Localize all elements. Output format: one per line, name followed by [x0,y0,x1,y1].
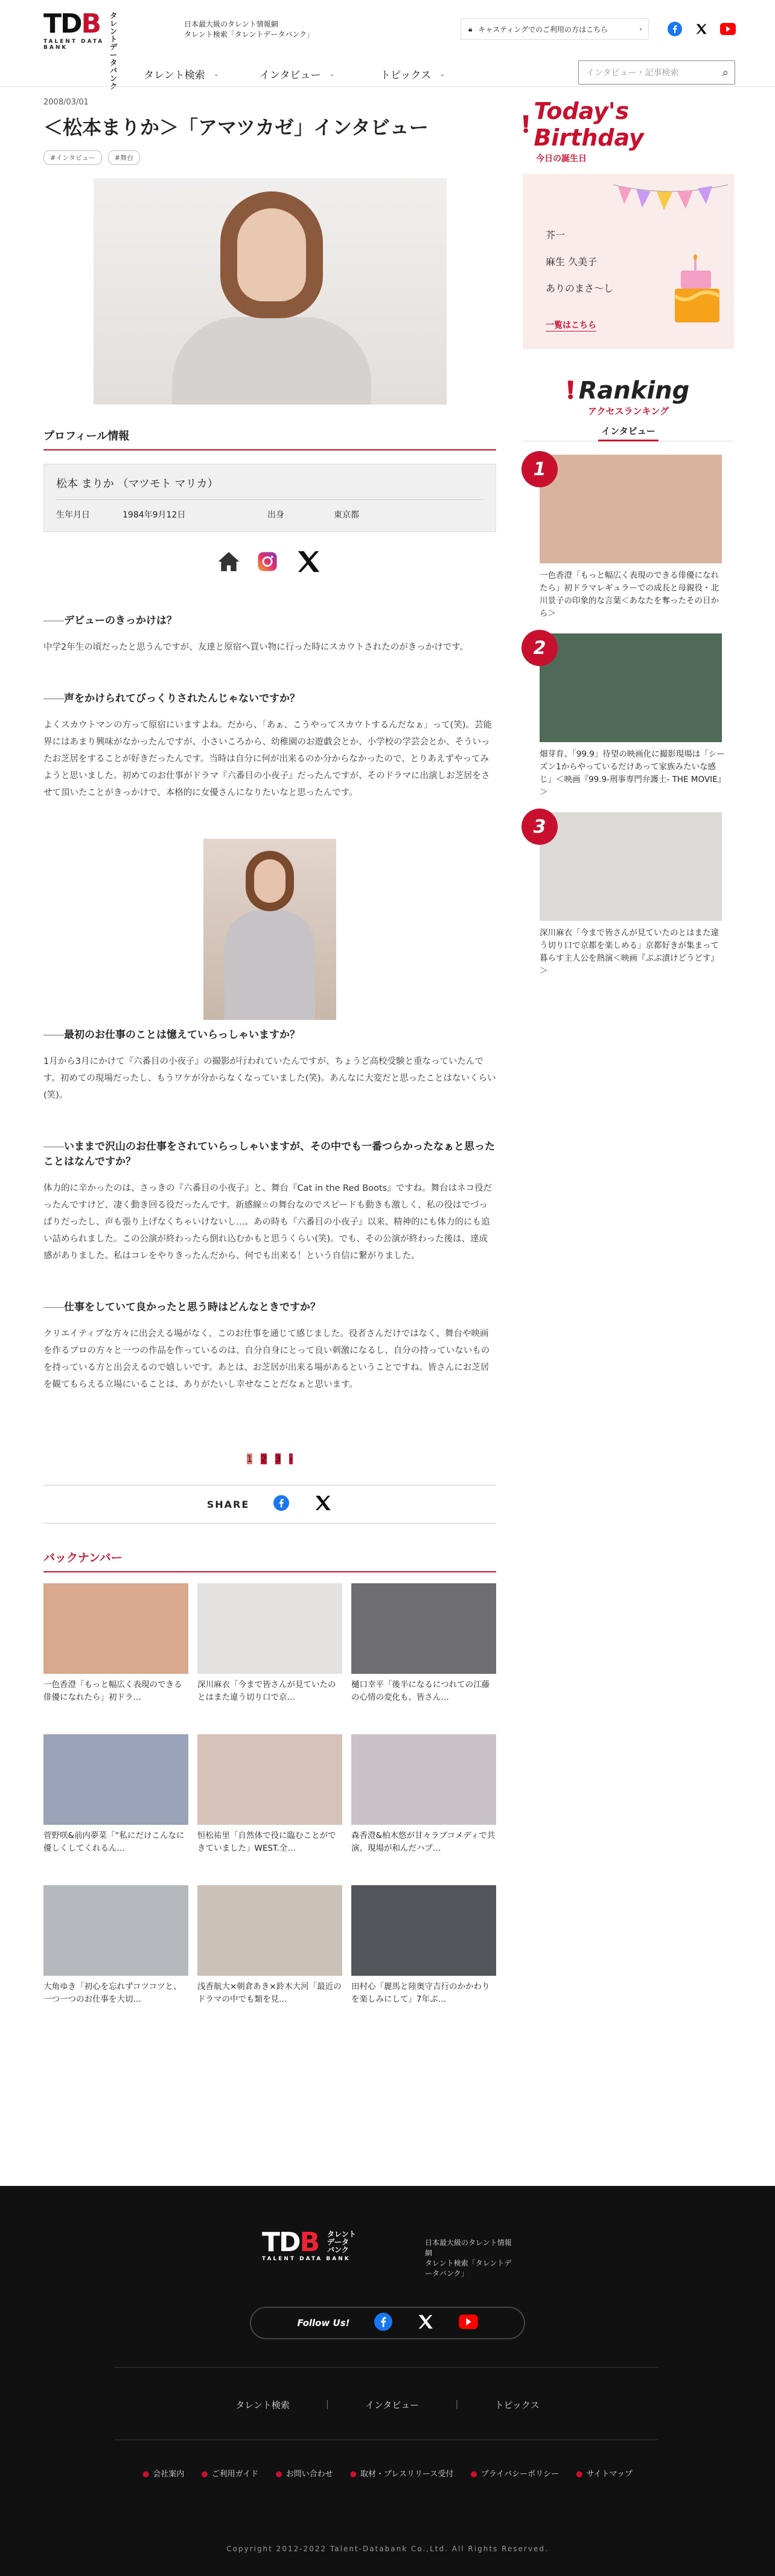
chevron-down-icon: ⌄ [329,70,335,78]
logo-en: TALENT DATA BANK [43,39,104,51]
footer-link-label: ご利用ガイド [211,2470,259,2479]
origin-value: 東京都 [334,510,359,520]
logo-kana: タレント データ バンク [110,11,118,91]
footer-link[interactable] [275,2467,333,2479]
ranking-title: ❗︎ Ranking [567,377,690,405]
logo-en: TALENT DATA BANK [262,2256,351,2262]
backnumber-caption: 田村心「麗馬と陸奥守吉行のかかわりを楽しみにして」7年ぶ… [351,1982,490,2004]
backnumber-caption: 恒松祐里「自然体で役に臨むことができていました」WEST.全… [197,1831,336,1853]
backnumber-thumbnail [197,1583,342,1674]
backnumber-item[interactable] [351,1885,496,2036]
question: ――いままで沢山のお仕事をされていらっしゃいますが、その中でも一番つらかったなぁと思ったことはなんですか？ [43,1141,495,1168]
separator: | [455,2398,459,2409]
footer-link[interactable] [350,2467,454,2479]
next-page-button[interactable]: › [289,1453,293,1464]
bullet-icon: ● [201,2470,208,2479]
profile-links [43,548,496,578]
backnumber-heading: バックナンバー [43,1549,496,1572]
page-title: ＜松本まりか＞「アマツカゼ」インタビュー [43,116,429,139]
x-icon[interactable] [295,548,322,578]
search-icon[interactable]: ⌕ [722,66,729,79]
backnumber-item[interactable] [43,1583,188,1734]
backnumber-item[interactable] [43,1734,188,1885]
birthday-name[interactable]: 芥一 [546,229,566,241]
footer-links [0,2467,775,2479]
chevron-right-icon: › [639,25,642,33]
bullet-icon: ● [142,2470,150,2479]
backnumber-thumbnail [197,1734,342,1825]
footer-nav-interview[interactable]: インタビュー [365,2400,419,2411]
footer-link[interactable] [142,2467,184,2479]
divider [115,2367,658,2368]
birth-value: 1984年9月12日 [123,510,186,520]
answer: クリエイティブな方々に出会える場がなく、このお仕事を通じて感じました。役者さんだけではなく、舞台や映画を作るプロの方々と一つの作品を作っているのは、自分自身にとって良い刺激になるし、自分の持っていないものを持っている方と出会えるので嬉しいです。あとは、お芝居が出来る場があるということですね。皆さんにお芝居を観てもらえる立場にいることは、ありがたいし幸せなことだなぁと思います。 [43,1329,490,1389]
backnumber-caption: 大角ゆき「初心を忘れずコツコツと、一つ一つのお仕事を大切… [43,1982,182,2004]
ranking-thumbnail [540,812,722,921]
bullet-icon: ● [275,2470,282,2479]
rank-badge: 1 [521,451,558,487]
nav-interview[interactable]: インタビュー ⌄ [260,69,335,82]
photo-figure [172,317,371,405]
footer-logo[interactable] [262,2227,515,2278]
article-date: 2008/03/01 [43,98,89,107]
backnumber-item[interactable] [197,1885,342,2036]
backnumber-thumbnail [351,1885,496,1976]
ranking-item[interactable] [523,633,734,799]
article [43,98,496,2036]
ranking-item[interactable] [523,812,734,978]
footer-link-label: 会社案内 [153,2470,185,2479]
tag-list [43,150,496,165]
backnumber-caption: 樋口幸平「後半になるにつれての江藤の心情の変化も、皆さん… [351,1680,490,1702]
backnumber-item[interactable] [197,1583,342,1734]
search-input[interactable]: インタビュー・記事検索 ⌕ [578,60,735,85]
ranking-caption: 深川麻衣「今まで皆さんが見ていたのとはまた違う切り口で京都を楽しめる」京都好きが集まって暮らす主人公を熱演＜映画『ぶぶ漬けどうどす』＞ [540,928,719,976]
ranking-item[interactable] [523,455,734,620]
separator: | [325,2398,329,2409]
answer: 中学2年生の頃だったと思うんですが、友達と原宿へ買い物に行った時にスカウトされたのがきっかけです。 [43,642,469,652]
photo-face [246,851,294,911]
question: ――声をかけられてびっくりされたんじゃないですか？ [43,693,300,705]
backnumber-item[interactable] [43,1885,188,2036]
birthday-name[interactable]: 麻生 久美子 [546,256,598,268]
share-bar [43,1485,496,1523]
backnumber-caption: 一色香澄「もっと幅広く表現のできる俳優になれたら」初ドラ… [43,1680,182,1702]
x-share-icon[interactable] [313,1493,333,1515]
backnumber-item[interactable] [197,1734,342,1885]
footer-link[interactable] [201,2467,258,2479]
backnumber-caption: 浅香航大×朝倉あき×鈴木大河「最近のドラマの中でも類を見… [197,1982,342,2004]
backnumber-caption: 深川麻衣「今まで皆さんが見ていたのとはまた違う切り口で京… [197,1680,336,1702]
instagram-icon[interactable] [257,551,278,574]
photo-figure [225,910,315,1020]
tagline: 日本最大級のタレント情報網 タレント検索「タレントデータバンク」 [184,20,314,39]
footer-link[interactable] [576,2467,633,2479]
site-logo[interactable] [43,8,122,91]
birthday-card [523,174,734,349]
x-icon[interactable] [416,2313,435,2333]
backnumber-thumbnail [43,1885,188,1976]
tag-chip[interactable]: #舞台 [108,150,140,165]
chevron-down-icon: ⌄ [213,70,219,78]
facebook-icon[interactable] [374,2313,392,2333]
share-label: SHARE [206,1498,250,1510]
profile-name: 松本 まりか （マツモト マリカ） [56,470,483,500]
bullet-icon: ● [470,2470,477,2479]
backnumber-thumbnail [43,1734,188,1825]
backnumber-thumbnail [197,1885,342,1976]
backnumber-item[interactable] [351,1583,496,1734]
page-1-button[interactable]: 1 [246,1453,253,1464]
bullet-icon: ● [349,2470,357,2479]
facebook-share-icon[interactable] [273,1495,289,1513]
tag-chip[interactable]: #インタビュー [43,150,102,165]
ranking-thumbnail [540,455,722,563]
backnumber-caption: 菅野咲&前内夢菜「“私にだけこんなに優しくしてくれるん… [43,1831,185,1853]
bullet-icon: ● [576,2470,583,2479]
profile-row [56,500,483,525]
home-icon[interactable] [217,551,240,575]
footer-nav [0,2398,775,2411]
ranking-caption: 一色香澄「もっと幅広く表現のできる俳優になれたら」初ドラマレギュラーでの成長と母親役・北川景子の印象的な言葉＜あなたを奪ったその日から＞ [540,571,719,618]
backnumber-grid [43,1583,496,2036]
nav-topics[interactable]: トピックス ⌄ [380,69,445,82]
birthday-list [546,222,613,302]
youtube-icon[interactable] [717,18,739,40]
footer-link-label: お問い合わせ [285,2470,333,2479]
backnumber-thumbnail [351,1583,496,1674]
answer: 体力的に辛かったのは、さっきの『六番目の小夜子』と、舞台『Cat in the Red Boots』ですね。舞台はネコ役だったんですけど、凄く動き回る役だったんです。新感線☆の舞台なのでスピードも動きも激しく、私の役はでづっぱりだったし、声も張り上げなくちゃいけないし…。あの時も『六番目の小夜子』以来、精神的にも体力的にも追い詰められました。この公演が終わったら倒れ込むかもと思うくらい(笑)。でも、その公演が終わった後は、達成感がありました。私はコレをやりきったんだから、何でも出来る！という自信に繋がりました。 [43,1184,493,1261]
youtube-icon[interactable] [459,2315,478,2331]
ranking-list [523,455,734,978]
backnumber-caption: 森香澄&柏木悠が甘々ラブコメディで共演、現場が和んだハプ… [351,1831,496,1853]
follow-label: Follow Us! [297,2318,350,2328]
answer: よくスカウトマンの方って原宿にいますよね。だから、「あぁ、こうやってスカウトするんだなぁ」って(笑)。芸能界にはあまり興味がなかったんですが、小さいころから、幼稚園のお遊戯会とか、小学校の学芸会とか、そういったお芝居をすることが好きだったんです。当時は自分に何が出来るのか分からなかったので、とりあえずやってみようと思いました。初めてのお仕事がドラマ『六番目の小夜子』だったんですが、そのドラマに出演しお芝居をさせて頂いたことがきっかけで、本格的に女優さんになりたいなと思ったんです。 [43,720,492,798]
rank-badge: 3 [521,809,558,845]
cake-icon [672,252,722,325]
facebook-icon[interactable] [664,18,686,40]
logo-mark: TDB [43,8,101,39]
page-2-button[interactable]: 2 [261,1453,267,1464]
inline-photo [203,839,336,1020]
backnumber-item[interactable] [351,1734,496,1885]
bunting-decoration [613,180,728,216]
tab-interview[interactable]: インタビュー [523,425,734,441]
backnumber-thumbnail [351,1734,496,1825]
profile-box [43,464,496,532]
sidebar [523,98,734,978]
question: ――仕事をしていて良かったと思う時はどんなときですか？ [43,1301,321,1313]
footer-tagline: 日本最大級のタレント情報網 タレント検索「タレントデータバンク」 [425,2238,512,2278]
copyright: Copyright 2012-2022 Talent-Databank Co.,Ltd. All Rights Reserved. [226,2545,549,2553]
site-footer [0,2186,775,2576]
follow-bar [250,2307,525,2339]
birthday-more-link[interactable]: 一覧はこちら [546,319,596,332]
x-icon[interactable] [690,18,712,40]
ranking-subtitle: アクセスランキング [587,406,669,417]
casting-notice-link[interactable]: 🔒︎ キャスティングでのご利用の方はこちら › [461,18,649,40]
footer-nav-topics[interactable]: トピックス [494,2400,540,2411]
footer-link[interactable] [470,2467,559,2479]
profile-heading: プロフィール情報 [43,428,496,450]
footer-link-label: サイトマップ [586,2470,633,2479]
question: ――デビューのきっかけは？ [43,615,177,627]
lock-icon: 🔒︎ [468,24,473,33]
logo-kana: タレント データ バンク [327,2230,356,2254]
footer-link-label: プライバシーポリシー [480,2470,560,2479]
backnumber-thumbnail [43,1583,188,1674]
pagination [43,1453,496,1464]
footer-nav-talent-search[interactable]: タレント検索 [235,2400,290,2411]
ranking-thumbnail [540,633,722,742]
chevron-down-icon: ⌄ [439,70,445,78]
main-photo [94,178,447,405]
ranking-caption: 畑芽育、「99.9」待望の映画化に撮影現場は「シーズン1からやっているだけあって家族みたいな感じ」＜映画『99.9-刑事専門弁護士- THE MOVIE』＞ [540,749,726,797]
birthday-title: ❗︎ Today's Birthday [523,98,644,151]
question: ――最初のお仕事のことは憶えていらっしゃいますか？ [43,1029,300,1041]
nav-talent-search[interactable]: タレント検索 ⌄ [144,69,219,82]
rank-badge: 2 [521,630,558,666]
birth-label: 生年月日 [56,510,90,520]
photo-face [220,191,323,318]
page-3-button[interactable]: 3 [275,1453,281,1464]
footer-link-label: 取材・プレスリリース受付 [360,2470,454,2479]
origin-label: 出身 [267,510,284,520]
logo-mark: TDB [262,2227,319,2258]
answer: 1月から3月にかけて『六番目の小夜子』の撮影が行われていたんですが、ちょうど高校受験と重なっていたんです。初めての現場だったし、もうワケが分からなくなっていました(笑)。あんなに大変だと思ったことはないくらい(笑)。 [43,1057,496,1100]
birthday-name[interactable]: ありのまさ〜し [546,283,614,294]
birthday-subtitle: 今日の誕生日 [536,154,587,164]
